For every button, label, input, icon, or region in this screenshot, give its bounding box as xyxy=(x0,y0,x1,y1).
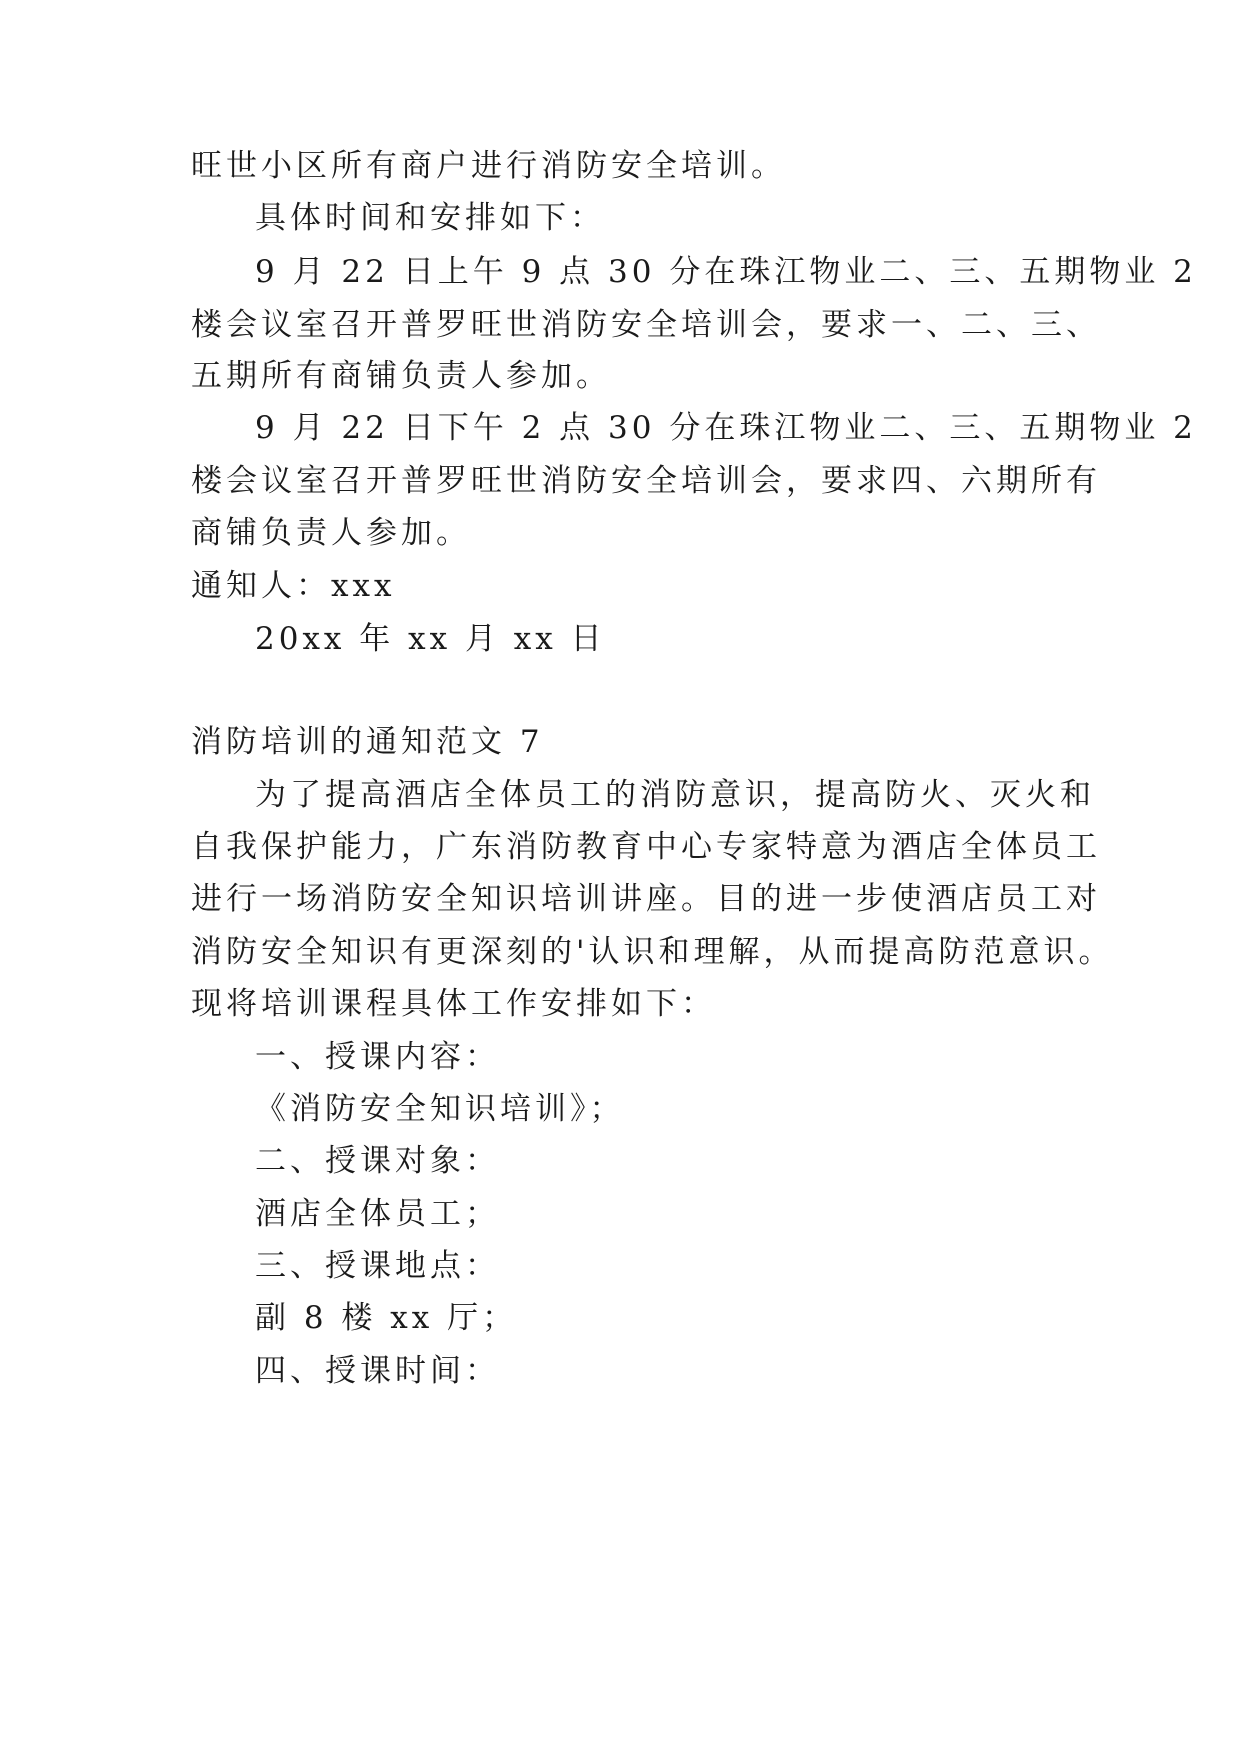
paragraph-line: 旺世小区所有商户进行消防安全培训。 xyxy=(191,148,786,184)
paragraph-line: 商铺负责人参加。 xyxy=(191,515,471,551)
paragraph-line: 9 月 22 日上午 9 点 30 分在珠江物业二、三、五期物业 2 xyxy=(255,254,1197,290)
paragraph-line: 楼会议室召开普罗旺世消防安全培训会，要求四、六期所有 xyxy=(191,463,1101,499)
list-heading: 三、授课地点： xyxy=(255,1248,500,1284)
paragraph-line: 9 月 22 日下午 2 点 30 分在珠江物业二、三、五期物业 2 xyxy=(255,410,1197,446)
paragraph-line: 为了提高酒店全体员工的消防意识，提高防火、灭火和 xyxy=(255,777,1095,813)
paragraph-line: 具体时间和安排如下： xyxy=(255,200,605,236)
paragraph-line: 五期所有商铺负责人参加。 xyxy=(191,358,611,394)
notifier-line: 通知人：xxx xyxy=(191,568,396,604)
paragraph-line: 楼会议室召开普罗旺世消防安全培训会，要求一、二、三、 xyxy=(191,307,1101,343)
list-heading: 一、授课内容： xyxy=(255,1039,500,1075)
list-item: 副 8 楼 xx 厅； xyxy=(255,1300,518,1336)
list-item: 《消防安全知识培训》； xyxy=(255,1091,625,1127)
date-line: 20xx 年 xx 月 xx 日 xyxy=(255,621,606,657)
section-heading: 消防培训的通知范文 7 xyxy=(191,724,544,760)
paragraph-line: 现将培训课程具体工作安排如下： xyxy=(191,986,716,1022)
list-heading: 二、授课对象： xyxy=(255,1143,500,1179)
list-item: 酒店全体员工； xyxy=(255,1196,500,1232)
paragraph-line: 自我保护能力，广东消防教育中心专家特意为酒店全体员工 xyxy=(191,829,1101,865)
list-heading: 四、授课时间： xyxy=(255,1353,500,1389)
paragraph-line: 消防安全知识有更深刻的'认识和理解，从而提高防范意识。 xyxy=(191,934,1114,970)
paragraph-line: 进行一场消防安全知识培训讲座。目的进一步使酒店员工对 xyxy=(191,881,1101,917)
